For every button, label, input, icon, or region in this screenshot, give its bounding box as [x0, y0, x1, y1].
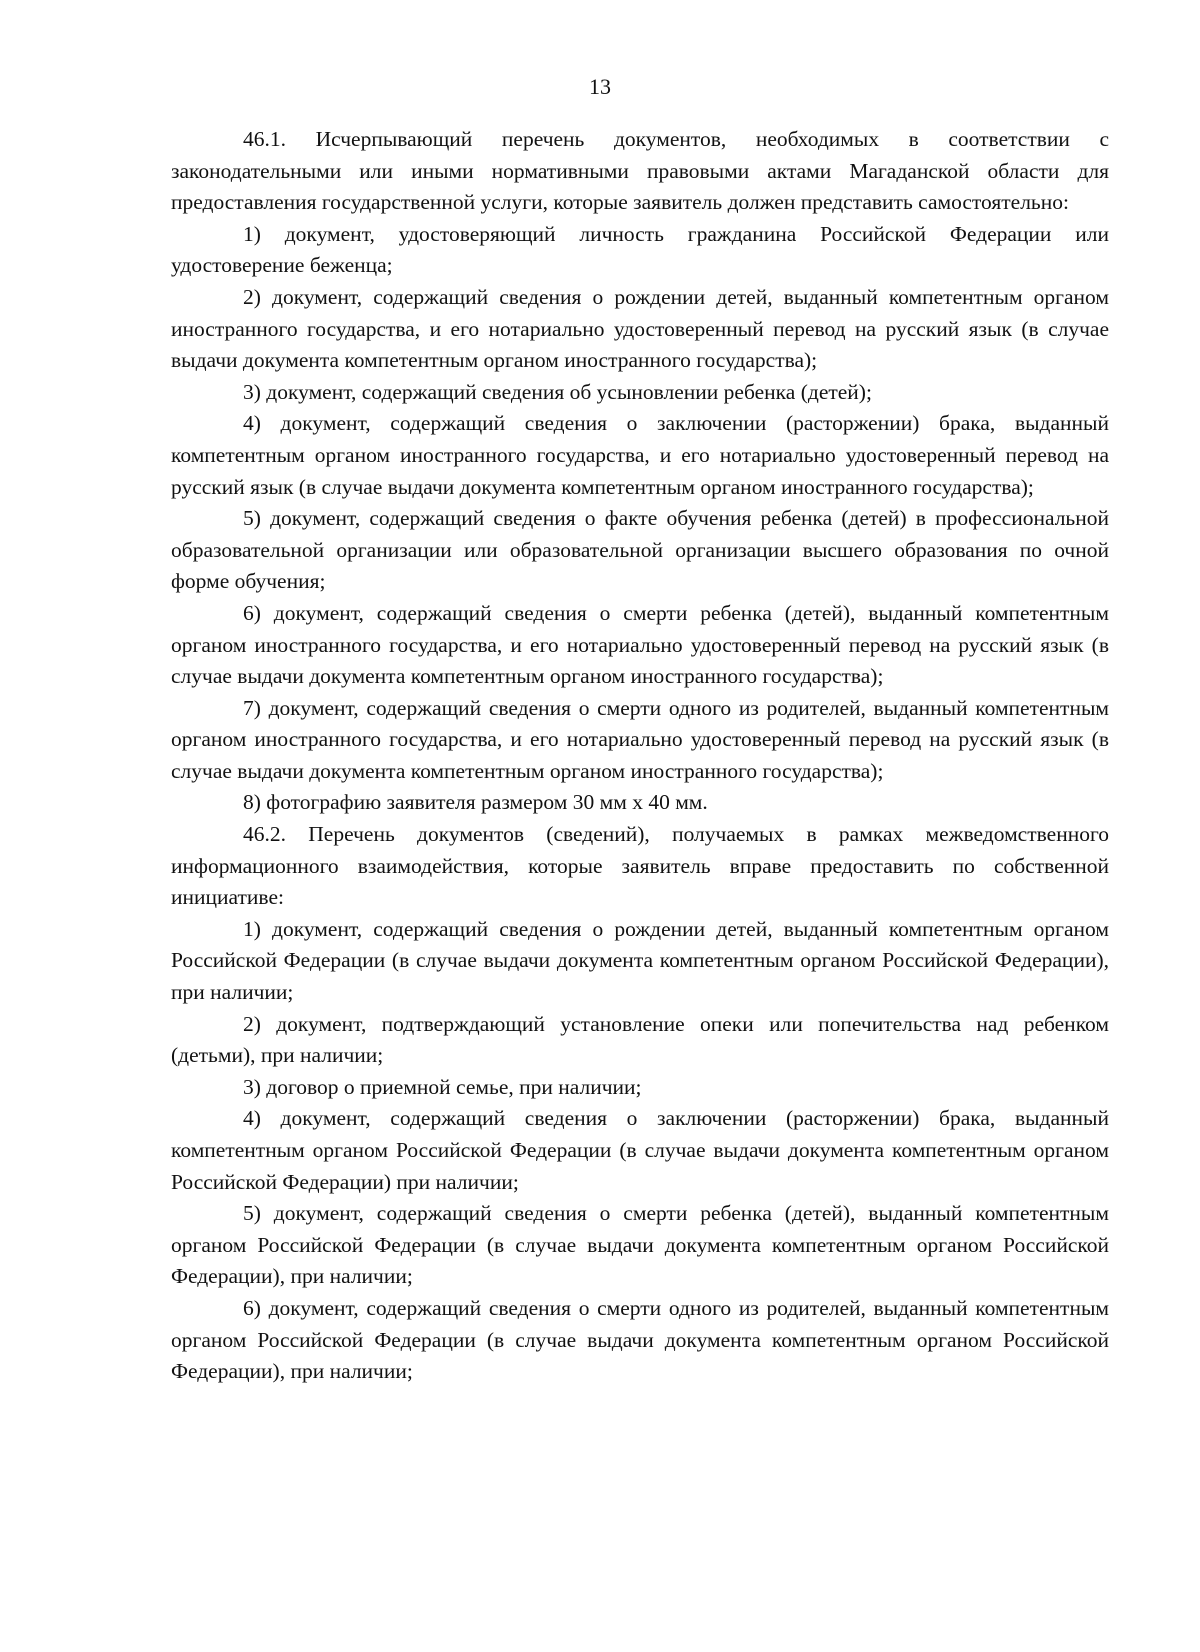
paragraph-46-1-item-2: 2) документ, содержащий сведения о рождении детей, выданный компетентным органом иностранного государства, и его нотариально удостоверенный перевод на русский язык (в случае выдачи документа компетентным органом иностранного государства);: [171, 284, 1109, 373]
paragraph-46-1-item-4: 4) документ, содержащий сведения о заключении (расторжении) брака, выданный компетентным органом иностранного государства, и его нотариально удостоверенный перевод на русский язык (в случае выдачи документа компетентным органом иностранного государства);: [171, 411, 1109, 499]
paragraph-46-2-item-4: 4) документ, содержащий сведения о заключении (расторжении) брака, выданный компетентным органом Российской Федерации (в случае выдачи документа компетентным органом Российской Федерации) при наличии;: [171, 1106, 1109, 1194]
paragraph-46-1-item-8: 8) фотографию заявителя размером 30 мм х 40 мм.: [243, 790, 708, 815]
paragraph-46-1-item-3: 3) документ, содержащий сведения об усыновлении ребенка (детей);: [243, 379, 872, 404]
paragraph-46-1-item-5: 5) документ, содержащий сведения о факте обучения ребенка (детей) в профессиональной образовательной организации или образовательной организации высшего образования по очной форме обучения;: [171, 506, 1109, 594]
page-number: 13: [589, 74, 611, 99]
paragraph-46-1-intro: 46.1. Исчерпывающий перечень документов, необходимых в соответствии с законодательными или иными нормативными правовыми актами Магаданской области для предоставления государственной услуги, которые заявитель должен представить самостоятельно:: [171, 127, 1109, 215]
paragraph-46-1-item-1: 1) документ, удостоверяющий личность гражданина Российской Федерации или удостоверение беженца;: [171, 221, 1109, 278]
paragraph-46-1-item-6: 6) документ, содержащий сведения о смерти ребенка (детей), выданный компетентным органом иностранного государства, и его нотариально удостоверенный перевод на русский язык (в случае выдачи документа компетентным органом иностранного государства);: [171, 600, 1109, 689]
paragraph-46-2-item-2: 2) документ, подтверждающий установление опеки или попечительства над ребенком (детьми), при наличии;: [171, 1011, 1109, 1068]
paragraph-46-2-intro: 46.2. Перечень документов (сведений), получаемых в рамках межведомственного информационного взаимодействия, которые заявитель вправе предоставить по собственной инициативе:: [171, 822, 1109, 910]
document-body: [171, 124, 1109, 1388]
paragraph-46-1-item-7: 7) документ, содержащий сведения о смерти одного из родителей, выданный компетентным органом иностранного государства, и его нотариально удостоверенный перевод на русский язык (в случае выдачи документа компетентным органом иностранного государства);: [171, 695, 1109, 783]
paragraph-46-2-item-3: 3) договор о приемной семье, при наличии;: [243, 1074, 642, 1099]
paragraph-46-2-item-6: 6) документ, содержащий сведения о смерти одного из родителей, выданный компетентным органом Российской Федерации (в случае выдачи документа компетентным органом Российской Федерации), при наличии;: [171, 1295, 1109, 1384]
paragraph-46-2-item-1: 1) документ, содержащий сведения о рождении детей, выданный компетентным органом Российской Федерации (в случае выдачи документа компетентным органом Российской Федерации), при наличии;: [171, 916, 1109, 1005]
paragraph-46-2-item-5: 5) документ, содержащий сведения о смерти ребенка (детей), выданный компетентным органом Российской Федерации (в случае выдачи документа компетентным органом Российской Федерации), при наличии;: [171, 1201, 1109, 1289]
